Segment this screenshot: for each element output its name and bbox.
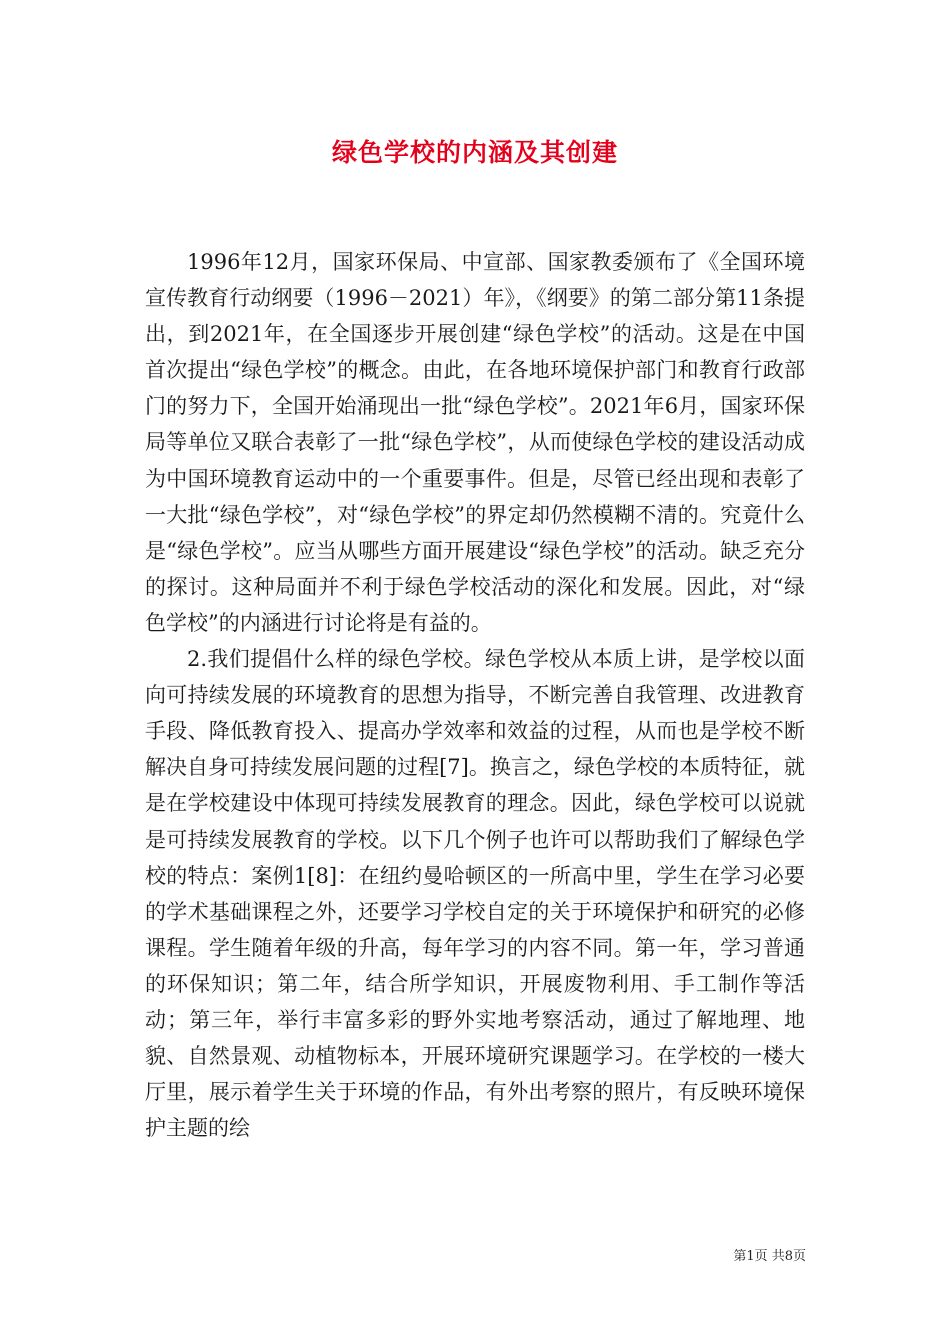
paragraph-2: 2.我们提倡什么样的绿色学校。绿色学校从本质上讲，是学校以面向可持续发展的环境教育的思想为指导，不断完善自我管理、改进教育手段、降低教育投入、提高办学效率和效益的过程，从而也是学校不断解决自身可持续发展问题的过程[7]。换言之，绿色学校的本质特征，就是在学校建设中体现可持续发展教育的理念。因此，绿色学校可以说就是可持续发展教育的学校。以下几个例子也许可以帮助我们了解绿色学校的特点：案例1[8]：在纽约曼哈顿区的一所高中里，学生在学习必要的学术基础课程之外，还要学习学校自定的关于环境保护和研究的必修课程。学生随着年级的升高，每年学习的内容不同。第一年，学习普通的环保知识；第二年，结合所学知识，开展废物利用、手工制作等活动；第三年，举行丰富多彩的野外实地考察活动，通过了解地理、地貌、自然景观、动植物标本，开展环境研究课题学习。在学校的一楼大厅里，展示着学生关于环境的作品，有外出考察的照片，有反映环境保护主题的绘 (145, 647, 805, 1141)
paragraph-1: 1996年12月，国家环保局、中宣部、国家教委颁布了《全国环境宣传教育行动纲要（1996－2021）年》，《纲要》的第二部分第11条提出，到2021年，在全国逐步开展创建“绿色学校”的活动。这是在中国首次提出“绿色学校”的概念。由此，在各地环境保护部门和教育行政部门的努力下，全国开始涌现出一批“绿色学校”。2021年6月，国家环保局等单位又联合表彰了一批“绿色学校”，从而使绿色学校的建设活动成为中国环境教育运动中的一个重要事件。但是，尽管已经出现和表彰了一大批“绿色学校”，对“绿色学校”的界定却仍然模糊不清的。究竟什么是“绿色学校”。应当从哪些方面开展建设“绿色学校”的活动。缺乏充分的探讨。这种局面并不利于绿色学校活动的深化和发展。因此，对“绿色学校”的内涵进行讨论将是有益的。 (145, 250, 805, 635)
page-number: 第1页 共8页 (733, 1249, 806, 1264)
document-title: 绿色学校的内涵及其创建 (331, 138, 618, 167)
document-body (145, 244, 805, 1146)
